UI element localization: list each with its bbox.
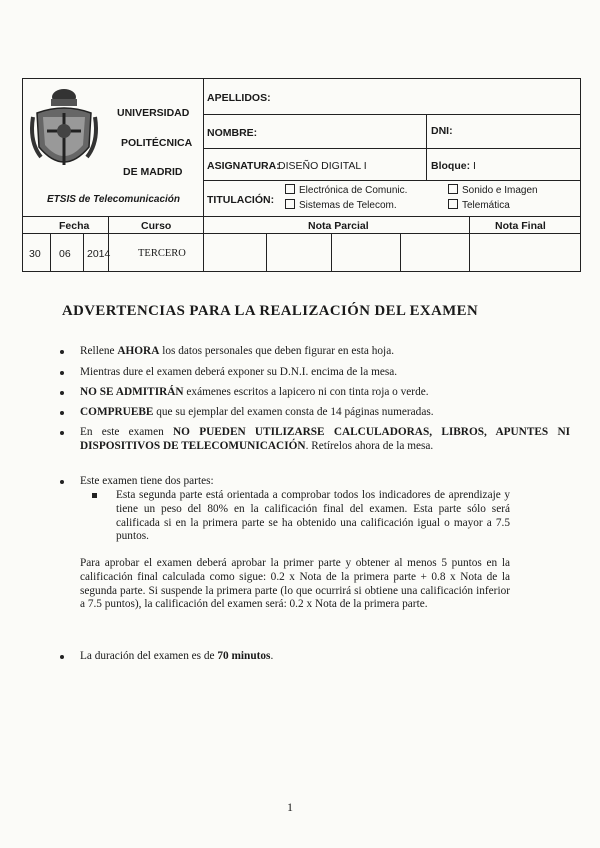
titulacion-option-telematica[interactable]: Telemática	[448, 199, 510, 211]
bullet-icon	[60, 480, 64, 484]
apellidos-label: APELLIDOS:	[207, 92, 271, 104]
curso-value: TERCERO	[138, 248, 186, 259]
page-number: 1	[287, 800, 293, 814]
nota-parcial-label: Nota Parcial	[308, 220, 369, 232]
dni-label: DNI:	[431, 125, 453, 137]
asignatura-label: ASIGNATURA:	[207, 160, 280, 172]
titulacion-option-electronica[interactable]: Electrónica de Comunic.	[285, 184, 407, 196]
curso-label: Curso	[141, 220, 172, 232]
bloque-label: Bloque:	[431, 160, 471, 172]
bullet-icon	[60, 431, 64, 435]
university-name-line-2: POLITÉCNICA	[121, 137, 193, 149]
university-name-line-3: DE MADRID	[123, 166, 183, 178]
bullet-icon	[60, 391, 64, 395]
checkbox-icon	[448, 184, 458, 194]
fecha-label: Fecha	[59, 220, 90, 232]
fecha-anio: 2014	[87, 248, 111, 260]
checkbox-icon	[285, 199, 295, 209]
bullet-icon	[60, 350, 64, 354]
university-name-line-1: UNIVERSIDAD	[117, 107, 190, 119]
asignatura-value: DISEÑO DIGITAL I	[278, 160, 367, 172]
page-title: ADVERTENCIAS PARA LA REALIZACIÓN DEL EXAMEN	[62, 303, 479, 319]
bullet-icon	[60, 655, 64, 659]
fecha-mes: 06	[59, 248, 71, 260]
bullet-icon	[60, 411, 64, 415]
titulacion-label: TITULACIÓN:	[207, 194, 275, 206]
titulacion-option-sistemas[interactable]: Sistemas de Telecom.	[285, 199, 397, 211]
nota-final-label: Nota Final	[495, 220, 546, 232]
university-crest-icon	[29, 87, 99, 187]
nombre-label: NOMBRE:	[207, 127, 258, 139]
bullet-icon	[60, 371, 64, 375]
checkbox-icon	[285, 184, 295, 194]
square-bullet-icon	[92, 493, 97, 498]
exam-header-table	[22, 78, 581, 272]
school-name: ETSIS de Telecomunicación	[47, 194, 180, 205]
fecha-dia: 30	[29, 248, 41, 260]
bloque-value: I	[473, 160, 476, 172]
checkbox-icon	[448, 199, 458, 209]
titulacion-option-sonido[interactable]: Sonido e Imagen	[448, 184, 538, 196]
grading-paragraph: Para aprobar el examen deberá aprobar la primer parte y obtener al menos 5 puntos en la calificación final calculada como sigue: 0.2 x Nota de la primera parte + 0.8 x Nota de la segunda parte. Si suspende la primera parte (lo que ocurrirá si obtiene una calificación inferior a 7.5 puntos), la calificación del examen será: 0.2 x Nota de la primera parte.	[80, 557, 510, 611]
